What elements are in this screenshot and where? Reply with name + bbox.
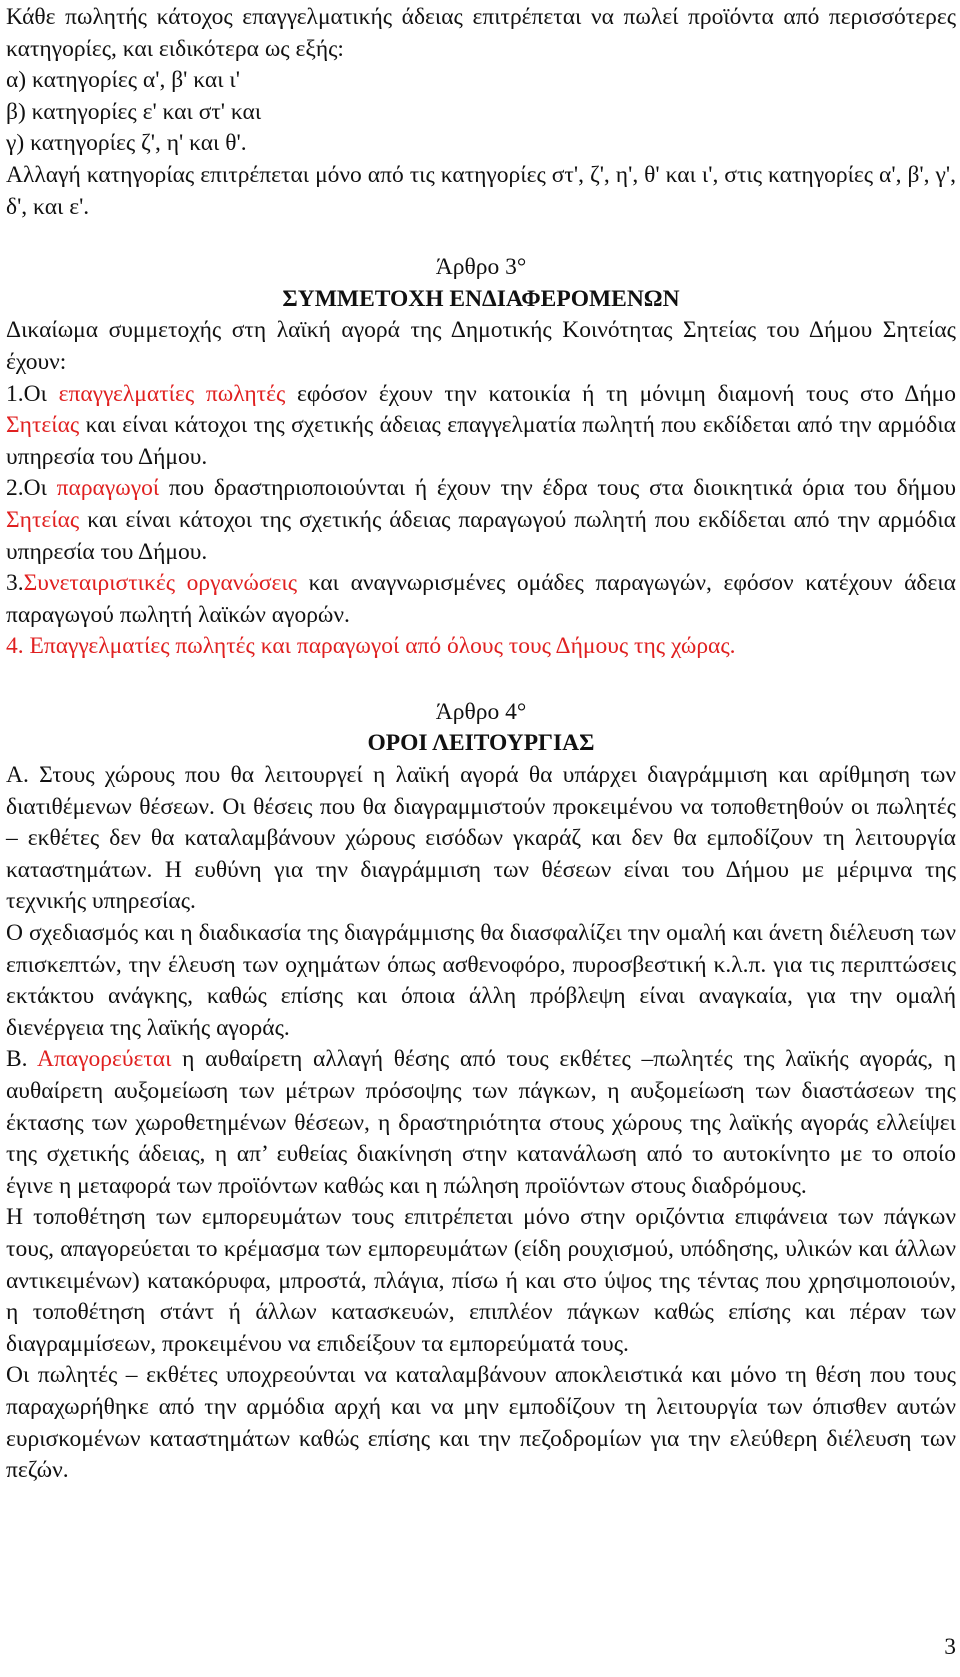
- article-4-number: Άρθρο 4°: [435, 698, 527, 725]
- article-4-title: ΟΡΟΙ ΛΕΙΤΟΥΡΓΙΑΣ: [367, 730, 595, 757]
- article-4-paragraph-b3: Οι πωλητές – εκθέτες υποχρεούνται να καταλαμβάνουν αποκλειστικά και μόνο τη θέση που τους παραχωρήθηκε από την αρμόδια αρχή και να μην εμποδίζουν τη λειτουργία των όπισθεν αυτών ευρισκομένων καταστημάτων καθώς επίσης και την πεζοδρομίων για την ελεύθερη διέλευση των πεζών.: [6, 1362, 956, 1484]
- item-2-highlight-siteia: Σητείας: [6, 506, 80, 533]
- category-item-b: β) κατηγορίες ε' και στ' και: [6, 98, 262, 125]
- paragraph-b-prefix: Β.: [6, 1046, 37, 1073]
- item-2-prefix: 2.Οι: [6, 475, 57, 502]
- document-page: [6, 2, 956, 1487]
- item-1-prefix: 1.Οι: [6, 380, 59, 407]
- item-1-middle: εφόσον έχουν την κατοικία ή τη μόνιμη διαμονή τους στο Δήμο: [285, 380, 956, 407]
- category-item-a: α) κατηγορίες α', β' και ι': [6, 67, 240, 94]
- article-4-paragraph-b2: Η τοποθέτηση των εμπορευμάτων τους επιτρέπεται μόνο στην οριζόντια επιφάνεια των πάγκων τους, απαγορεύεται το κρέμασμα των εμπορευμάτων (είδη ρουχισμού, υπόδησης, υλικών και άλλων αντικειμένων) κατακόρυφα, μπροστά, πλάγια, πίσω ή και στο ύψος της τέντας που χρησιμοποιούν, η τοποθέτηση στάντ ή άλλων κατασκευών, επιπλέον πάγκων καθώς επίσης και πέραν των διαγραμμίσεων, προκειμένου να επιδείξουν τα εμπορεύματά τους.: [6, 1204, 956, 1357]
- article-3-item-2: [6, 473, 956, 568]
- item-3-suffix: και αναγνωρισμένες ομάδες παραγωγών, εφόσον κατέχουν άδεια παραγωγού πωλητή λαϊκών αγορών.: [6, 570, 956, 628]
- article-3-number: Άρθρο 3°: [435, 254, 527, 281]
- item-1-highlight-siteia: Σητείας: [6, 412, 80, 439]
- item-2-suffix: και είναι κάτοχοι της σχετικής άδειας παραγωγού πωλητή που εκδίδεται από την αρμόδια υπηρεσία του Δήμου.: [6, 506, 956, 565]
- item-3-prefix: 3.: [6, 570, 24, 597]
- item-2-middle: που δραστηριοποιούνται ή έχουν την έδρα τους στα διοικητικά όρια του δήμου: [159, 475, 956, 502]
- paragraph-b-highlight-prohibited: Απαγορεύεται: [36, 1046, 172, 1073]
- category-change-paragraph: Αλλαγή κατηγορίας επιτρέπεται μόνο από τις κατηγορίες στ', ζ', η', θ' και ι', στις κατηγορίες α', β', γ', δ', και ε'.: [6, 161, 956, 220]
- item-2-highlight-producers: παραγωγοί: [56, 475, 160, 502]
- item-1-highlight-sellers: επαγγελματίες πωλητές: [58, 380, 286, 407]
- intro-paragraph: Κάθε πωλητής κάτοχος επαγγελματικής άδειας επιτρέπεται να πωλεί προϊόντα από περισσότερες κατηγορίες, και ειδικότερα ως εξής:: [6, 4, 956, 62]
- article-3-lead: Δικαίωμα συμμετοχής στη λαϊκή αγορά της Δημοτικής Κοινότητας Σητείας του Δήμου Σητείας έχουν:: [6, 317, 956, 375]
- item-3-highlight-cooperatives: Συνεταιριστικές οργανώσεις: [23, 570, 298, 597]
- article-3-item-1: [6, 379, 956, 474]
- category-item-c: γ) κατηγορίες ζ', η' και θ'.: [6, 130, 247, 157]
- article-4-paragraph-a2: Ο σχεδιασμός και η διαδικασία της διαγράμμισης θα διασφαλίζει την ομαλή και άνετη διέλευση των επισκεπτών, την έλευση των οχημάτων όπως ασθενοφόρο, πυροσβεστική κ.λ.π. για τις περιπτώσεις εκτάκτου ανάγκης, καθώς επίσης και όποια άλλη πρόβλεψη είναι αναγκαία, για την ομαλή διενέργεια της λαϊκής αγοράς.: [6, 920, 956, 1041]
- article-4-paragraph-a: Α. Στους χώρους που θα λειτουργεί η λαϊκή αγορά θα υπάρχει διαγράμμιση και αρίθμηση των διατιθέμενων θέσεων. Οι θέσεις που θα διαγραμμιστούν προκειμένου να τοποθετηθούν οι πωλητές – εκθέτες δεν θα καταλαμβάνουν χώρους εισόδων γκαράζ και δεν θα εμποδίζουν τη λειτουργία καταστημάτων. Η ευθύνη για την διαγράμμιση των θέσεων είναι του Δήμου με μέριμνα της τεχνικής υπηρεσίας.: [6, 762, 956, 915]
- page-number: 3: [944, 1634, 956, 1660]
- article-3-item-4: 4. Επαγγελματίες πωλητές και παραγωγοί από όλους τους Δήμους της χώρας.: [6, 633, 736, 660]
- article-3-item-3: [6, 568, 956, 631]
- article-4-paragraph-b: [6, 1044, 956, 1202]
- paragraph-b-suffix: η αυθαίρετη αλλαγή θέσης από τους εκθέτες –πωλητές της λαϊκής αγοράς, η αυθαίρετη αυξομείωση των μέτρων πρόσοψης των πάγκων, η αυξομείωση των διαστάσεων της έκτασης των χωροθετημένων θέσεων, η δραστηριότητα στους χώρους της λαϊκής αγοράς ελλείψει της σχετικής άδειας, η απ’ ευθείας διακίνηση στην κατανάλωση από το αυτοκίνητο με το οποίο έγινε η μεταφορά των προϊόντων καθώς και η πώληση προϊόντων στους διαδρόμους.: [6, 1046, 956, 1199]
- item-1-suffix: και είναι κάτοχοι της σχετικής άδειας επαγγελματία πωλητή που εκδίδεται από την αρμόδια υπηρεσία του Δήμου.: [6, 412, 956, 470]
- article-3-title: ΣΥΜΜΕΤΟΧΗ ΕΝΔΙΑΦΕΡΟΜΕΝΩΝ: [282, 285, 680, 312]
